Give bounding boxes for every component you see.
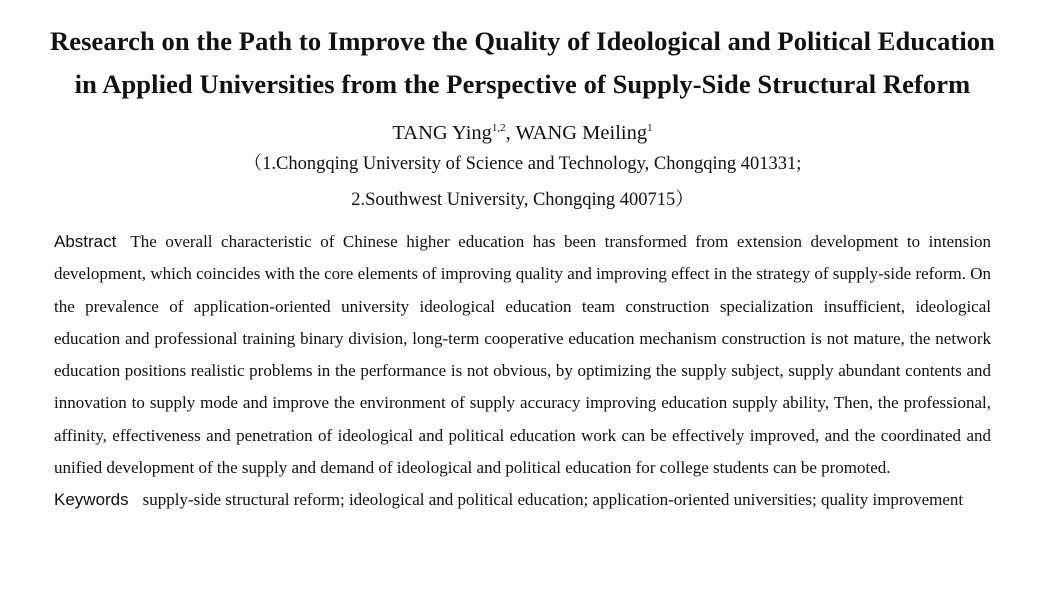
keywords xyxy=(54,484,991,516)
author-list xyxy=(54,120,991,146)
abstract xyxy=(54,226,991,484)
author-affiliation-mark: 1,2 xyxy=(491,122,506,134)
author-name: WANG Meiling xyxy=(515,122,648,144)
keywords-text: supply-side structural reform; ideological and political education; application-oriented universities; quality improvement xyxy=(142,490,964,510)
author-affiliation-mark: 1 xyxy=(647,122,653,134)
affiliations xyxy=(54,146,991,218)
author-separator: , xyxy=(505,122,516,144)
author-name: TANG Ying xyxy=(392,122,492,144)
abstract-text: The overall characteristic of Chinese higher education has been transformed from extension development to intension development, which coincides with the core elements of improving quality and improving effect in the strategy of supply-side reform. On the prevalence of application-oriented university ideological education team construction specialization insufficient, ideological education and professional training binary division, long-term cooperative education mechanism construction is not mature, the network education positions realistic problems in the performance is not obvious, by optimizing the supply subject, supply abundant contents and innovation to supply mode and improve the environment of supply accuracy improving education supply ability, Then, the professional, affinity, effectiveness and penetration of ideological and political education work can be effectively improved, and the coordinated and unified development of the supply and demand of ideological and political education for college students can be promoted. xyxy=(54,232,991,478)
keywords-label: Keywords xyxy=(54,490,129,510)
affiliation-line-2: 2.Southwest University, Chongqing 400715） xyxy=(351,190,694,210)
title-line-2: in Applied Universities from the Perspective of Supply-Side Structural Reform xyxy=(74,69,971,99)
paper-title xyxy=(14,20,1031,106)
title-line-1: Research on the Path to Improve the Quality of Ideological and Political Education xyxy=(49,26,995,56)
affiliation-line-1: （1.Chongqing University of Science and Technology, Chongqing 401331; xyxy=(243,154,802,174)
abstract-label: Abstract xyxy=(54,232,117,251)
